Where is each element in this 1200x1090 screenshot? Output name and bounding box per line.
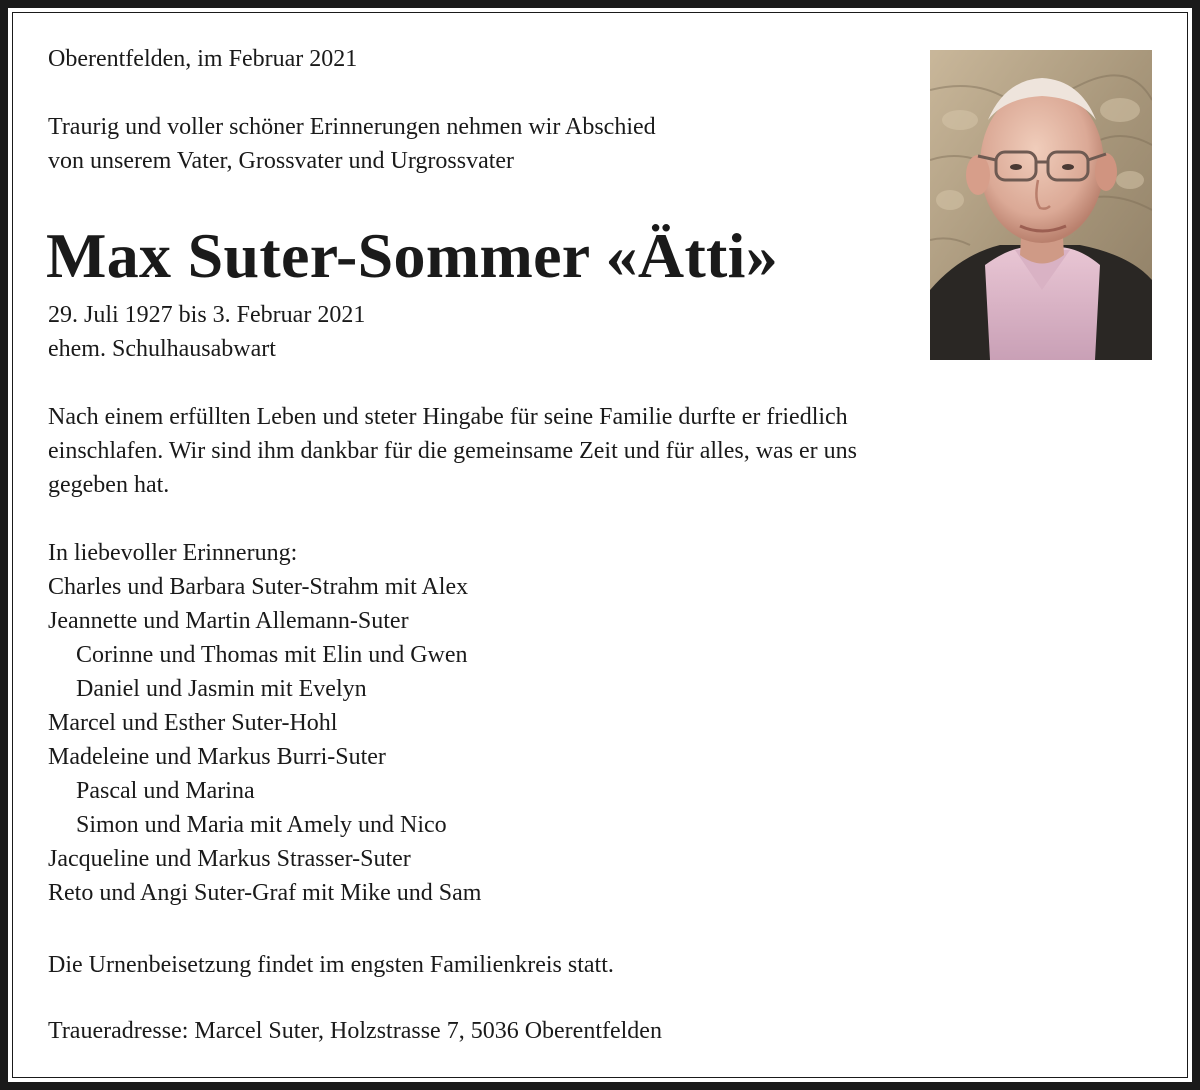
- place-date: Oberentfelden, im Februar 2021: [48, 46, 358, 72]
- family-member: Jacqueline und Markus Strasser-Suter: [48, 846, 411, 872]
- family-member: Reto und Angi Suter-Graf mit Mike und Sam: [48, 880, 482, 906]
- mourning-address: Traueradresse: Marcel Suter, Holzstrasse 7, 5036 Oberentfelden: [48, 1018, 662, 1044]
- body-text: [48, 400, 857, 502]
- family-member: Jeannette und Martin Allemann-Suter: [48, 608, 409, 634]
- deceased-name: Max Suter-Sommer «Ätti»: [46, 220, 779, 291]
- family-member: Marcel und Esther Suter-Hohl: [48, 710, 338, 736]
- family-member: Simon und Maria mit Amely und Nico: [76, 812, 447, 838]
- body-line: gegeben hat.: [48, 472, 170, 498]
- body-line: einschlafen. Wir sind ihm dankbar für die gemeinsame Zeit und für alles, was er uns: [48, 438, 858, 464]
- family-member: Daniel und Jasmin mit Evelyn: [76, 676, 367, 702]
- family-list: [48, 570, 481, 910]
- family-member: Madeleine und Markus Burri-Suter: [48, 744, 386, 770]
- family-member: Charles und Barbara Suter-Strahm mit Alex: [48, 574, 469, 600]
- intro-text: [48, 110, 656, 178]
- intro-line: von unserem Vater, Grossvater und Urgrossvater: [48, 148, 515, 174]
- family-member: Corinne und Thomas mit Elin und Gwen: [76, 642, 468, 668]
- remembrance-heading: In liebevoller Erinnerung:: [48, 540, 298, 566]
- portrait-photo: [930, 50, 1152, 360]
- occupation: ehem. Schulhausabwart: [48, 336, 276, 362]
- burial-note: Die Urnenbeisetzung findet im engsten Familienkreis statt.: [48, 952, 614, 978]
- body-line: Nach einem erfüllten Leben und steter Hingabe für seine Familie durfte er friedlich: [48, 404, 848, 430]
- life-dates: 29. Juli 1927 bis 3. Februar 2021: [48, 302, 366, 328]
- family-member: Pascal und Marina: [76, 778, 255, 804]
- intro-line: Traurig und voller schöner Erinnerungen nehmen wir Abschied: [48, 114, 656, 140]
